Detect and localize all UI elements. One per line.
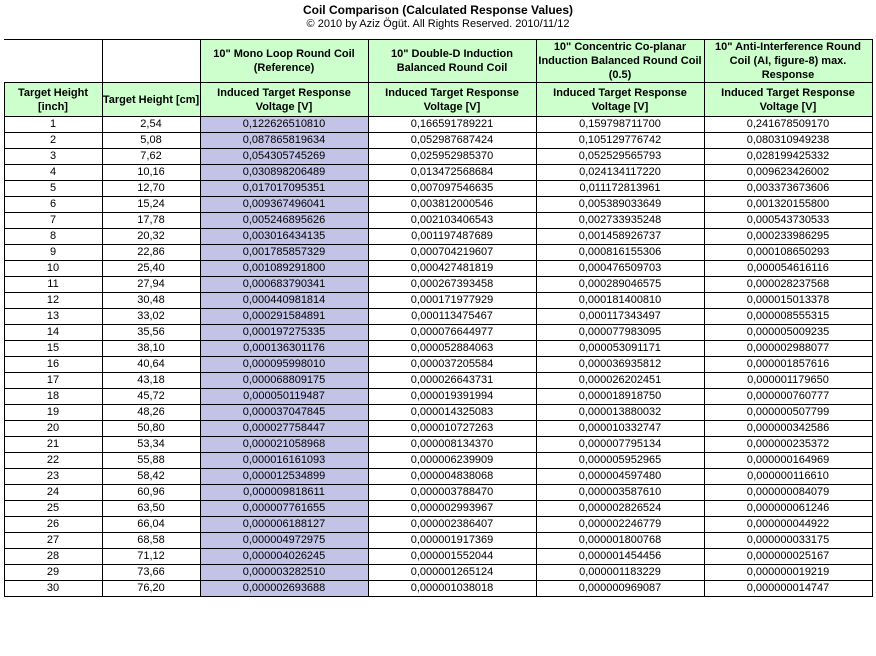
table-row [4, 117, 872, 133]
cell-voltage-concentric: 0,000004597480 [536, 469, 704, 485]
cell-voltage-double-d: 0,000008134370 [368, 437, 536, 453]
cell-voltage-double-d: 0,166591789221 [368, 117, 536, 133]
cell-voltage-anti-interference: 0,000108650293 [704, 245, 872, 261]
cell-target-height-inch: 28 [4, 549, 102, 565]
cell-voltage-concentric: 0,000003587610 [536, 485, 704, 501]
table-row [4, 245, 872, 261]
cell-target-height-cm: 2,54 [102, 117, 200, 133]
cell-voltage-concentric: 0,000001454456 [536, 549, 704, 565]
table-row [4, 309, 872, 325]
cell-target-height-cm: 12,70 [102, 181, 200, 197]
column-header-voltage-mono-loop: Induced Target Response Voltage [V] [200, 83, 368, 117]
cell-voltage-anti-interference: 0,000000342586 [704, 421, 872, 437]
cell-voltage-concentric: 0,000476509703 [536, 261, 704, 277]
cell-target-height-inch: 22 [4, 453, 102, 469]
cell-target-height-cm: 76,20 [102, 581, 200, 597]
column-header-row [4, 83, 872, 117]
cell-target-height-inch: 29 [4, 565, 102, 581]
cell-target-height-cm: 73,66 [102, 565, 200, 581]
cell-target-height-inch: 13 [4, 309, 102, 325]
cell-voltage-anti-interference: 0,000000084079 [704, 485, 872, 501]
table-head [4, 40, 872, 117]
cell-voltage-double-d: 0,052987687424 [368, 133, 536, 149]
cell-target-height-cm: 60,96 [102, 485, 200, 501]
column-header-voltage-concentric: Induced Target Response Voltage [V] [536, 83, 704, 117]
table-row [4, 261, 872, 277]
cell-voltage-double-d: 0,025952985370 [368, 149, 536, 165]
cell-target-height-inch: 4 [4, 165, 102, 181]
cell-voltage-concentric: 0,000000969087 [536, 581, 704, 597]
cell-target-height-cm: 55,88 [102, 453, 200, 469]
cell-voltage-anti-interference: 0,000028237568 [704, 277, 872, 293]
table-row [4, 181, 872, 197]
cell-target-height-cm: 68,58 [102, 533, 200, 549]
cell-voltage-concentric: 0,005389033649 [536, 197, 704, 213]
cell-voltage-concentric: 0,000002826524 [536, 501, 704, 517]
cell-target-height-cm: 15,24 [102, 197, 200, 213]
cell-voltage-concentric: 0,000013880032 [536, 405, 704, 421]
table-row [4, 357, 872, 373]
cell-voltage-double-d: 0,000076644977 [368, 325, 536, 341]
cell-target-height-inch: 19 [4, 405, 102, 421]
cell-target-height-cm: 71,12 [102, 549, 200, 565]
cell-voltage-anti-interference: 0,000000044922 [704, 517, 872, 533]
table-row [4, 421, 872, 437]
cell-voltage-anti-interference: 0,000001179650 [704, 373, 872, 389]
cell-voltage-mono-loop: 0,054305745269 [200, 149, 368, 165]
cell-target-height-inch: 7 [4, 213, 102, 229]
cell-target-height-inch: 23 [4, 469, 102, 485]
cell-voltage-double-d: 0,000001917369 [368, 533, 536, 549]
coil-comparison-table [4, 39, 873, 597]
cell-target-height-cm: 17,78 [102, 213, 200, 229]
copyright-line: © 2010 by Aziz Ögüt. All Rights Reserved. 2010/11/12 [306, 18, 570, 30]
cell-voltage-mono-loop: 0,000021058968 [200, 437, 368, 453]
table-row [4, 517, 872, 533]
cell-voltage-anti-interference: 0,000543730533 [704, 213, 872, 229]
cell-voltage-double-d: 0,002103406543 [368, 213, 536, 229]
cell-target-height-cm: 50,80 [102, 421, 200, 437]
group-header-anti-interference: 10" Anti-Interference Round Coil (AI, figure-8) max. Response [704, 40, 872, 83]
cell-voltage-mono-loop: 0,000016161093 [200, 453, 368, 469]
column-header-voltage-anti-interference: Induced Target Response Voltage [V] [704, 83, 872, 117]
table-row [4, 325, 872, 341]
cell-target-height-inch: 18 [4, 389, 102, 405]
table-row [4, 197, 872, 213]
cell-voltage-anti-interference: 0,000015013378 [704, 293, 872, 309]
cell-target-height-inch: 30 [4, 581, 102, 597]
cell-voltage-concentric: 0,001458926737 [536, 229, 704, 245]
cell-voltage-anti-interference: 0,028199425332 [704, 149, 872, 165]
cell-target-height-cm: 20,32 [102, 229, 200, 245]
cell-voltage-anti-interference: 0,000000061246 [704, 501, 872, 517]
table-row [4, 149, 872, 165]
group-header-mono-loop: 10" Mono Loop Round Coil (Reference) [200, 40, 368, 83]
cell-target-height-cm: 38,10 [102, 341, 200, 357]
cell-voltage-double-d: 0,000001265124 [368, 565, 536, 581]
cell-target-height-cm: 43,18 [102, 373, 200, 389]
cell-voltage-concentric: 0,000053091171 [536, 341, 704, 357]
cell-voltage-anti-interference: 0,000008555315 [704, 309, 872, 325]
cell-target-height-inch: 27 [4, 533, 102, 549]
cell-voltage-anti-interference: 0,000000116610 [704, 469, 872, 485]
cell-voltage-anti-interference: 0,000000235372 [704, 437, 872, 453]
cell-voltage-concentric: 0,000001183229 [536, 565, 704, 581]
cell-voltage-double-d: 0,000052884063 [368, 341, 536, 357]
cell-target-height-cm: 35,56 [102, 325, 200, 341]
cell-voltage-double-d: 0,000113475467 [368, 309, 536, 325]
cell-voltage-mono-loop: 0,000440981814 [200, 293, 368, 309]
cell-target-height-cm: 48,26 [102, 405, 200, 421]
cell-voltage-double-d: 0,000010727263 [368, 421, 536, 437]
cell-voltage-double-d: 0,001197487689 [368, 229, 536, 245]
cell-voltage-concentric: 0,159798711700 [536, 117, 704, 133]
cell-target-height-inch: 6 [4, 197, 102, 213]
cell-target-height-cm: 5,08 [102, 133, 200, 149]
table-row [4, 501, 872, 517]
cell-voltage-double-d: 0,000427481819 [368, 261, 536, 277]
cell-voltage-double-d: 0,000004838068 [368, 469, 536, 485]
table-row [4, 293, 872, 309]
cell-voltage-concentric: 0,052529565793 [536, 149, 704, 165]
cell-voltage-anti-interference: 0,241678509170 [704, 117, 872, 133]
cell-voltage-anti-interference: 0,000000014747 [704, 581, 872, 597]
cell-voltage-concentric: 0,000018918750 [536, 389, 704, 405]
cell-voltage-mono-loop: 0,000002693688 [200, 581, 368, 597]
cell-voltage-anti-interference: 0,000054616116 [704, 261, 872, 277]
cell-voltage-anti-interference: 0,000233986295 [704, 229, 872, 245]
cell-target-height-inch: 26 [4, 517, 102, 533]
cell-target-height-cm: 7,62 [102, 149, 200, 165]
table-row [4, 437, 872, 453]
cell-target-height-inch: 24 [4, 485, 102, 501]
cell-voltage-mono-loop: 0,001089291800 [200, 261, 368, 277]
cell-target-height-inch: 2 [4, 133, 102, 149]
cell-voltage-concentric: 0,000816155306 [536, 245, 704, 261]
cell-target-height-cm: 53,34 [102, 437, 200, 453]
cell-voltage-mono-loop: 0,000291584891 [200, 309, 368, 325]
cell-voltage-mono-loop: 0,000136301176 [200, 341, 368, 357]
cell-voltage-concentric: 0,000002246779 [536, 517, 704, 533]
cell-voltage-anti-interference: 0,000000507799 [704, 405, 872, 421]
table-row [4, 405, 872, 421]
cell-target-height-inch: 1 [4, 117, 102, 133]
cell-voltage-anti-interference: 0,000002988077 [704, 341, 872, 357]
cell-target-height-inch: 14 [4, 325, 102, 341]
cell-voltage-anti-interference: 0,000000019219 [704, 565, 872, 581]
cell-voltage-concentric: 0,000181400810 [536, 293, 704, 309]
table-row [4, 453, 872, 469]
cell-voltage-mono-loop: 0,017017095351 [200, 181, 368, 197]
cell-voltage-anti-interference: 0,000000033175 [704, 533, 872, 549]
cell-voltage-double-d: 0,000006239909 [368, 453, 536, 469]
table-row [4, 165, 872, 181]
table-row [4, 389, 872, 405]
cell-voltage-concentric: 0,002733935248 [536, 213, 704, 229]
group-header-blank-2 [102, 40, 200, 83]
column-header-target-height-cm: Target Height [cm] [102, 83, 200, 117]
table-row [4, 213, 872, 229]
table-row [4, 133, 872, 149]
cell-target-height-cm: 30,48 [102, 293, 200, 309]
cell-voltage-mono-loop: 0,000050119487 [200, 389, 368, 405]
cell-target-height-cm: 27,94 [102, 277, 200, 293]
table-row [4, 581, 872, 597]
cell-voltage-mono-loop: 0,087865819634 [200, 133, 368, 149]
cell-voltage-mono-loop: 0,005246895626 [200, 213, 368, 229]
cell-target-height-inch: 3 [4, 149, 102, 165]
cell-target-height-cm: 33,02 [102, 309, 200, 325]
cell-voltage-mono-loop: 0,000197275335 [200, 325, 368, 341]
cell-voltage-double-d: 0,000002993967 [368, 501, 536, 517]
cell-voltage-anti-interference: 0,000000760777 [704, 389, 872, 405]
cell-voltage-double-d: 0,000037205584 [368, 357, 536, 373]
table-body [4, 117, 872, 597]
table-row [4, 373, 872, 389]
table-row [4, 469, 872, 485]
table-row [4, 549, 872, 565]
table-row [4, 277, 872, 293]
cell-voltage-anti-interference: 0,009623426002 [704, 165, 872, 181]
cell-target-height-cm: 25,40 [102, 261, 200, 277]
cell-voltage-anti-interference: 0,080310949238 [704, 133, 872, 149]
table-row [4, 565, 872, 581]
cell-voltage-mono-loop: 0,000003282510 [200, 565, 368, 581]
cell-voltage-double-d: 0,003812000546 [368, 197, 536, 213]
table-row [4, 229, 872, 245]
cell-voltage-mono-loop: 0,009367496041 [200, 197, 368, 213]
cell-target-height-inch: 8 [4, 229, 102, 245]
cell-voltage-concentric: 0,105129776742 [536, 133, 704, 149]
cell-target-height-cm: 58,42 [102, 469, 200, 485]
cell-target-height-inch: 20 [4, 421, 102, 437]
group-header-row [4, 40, 872, 83]
cell-target-height-inch: 11 [4, 277, 102, 293]
group-header-double-d: 10" Double-D Induction Balanced Round Coil [368, 40, 536, 83]
cell-voltage-mono-loop: 0,003016434135 [200, 229, 368, 245]
cell-target-height-inch: 5 [4, 181, 102, 197]
cell-target-height-cm: 22,86 [102, 245, 200, 261]
page-title: Coil Comparison (Calculated Response Values) [302, 3, 574, 17]
cell-voltage-concentric: 0,011172813961 [536, 181, 704, 197]
cell-target-height-inch: 17 [4, 373, 102, 389]
cell-voltage-mono-loop: 0,001785857329 [200, 245, 368, 261]
cell-voltage-mono-loop: 0,000009818611 [200, 485, 368, 501]
cell-voltage-concentric: 0,000036935812 [536, 357, 704, 373]
cell-voltage-double-d: 0,000019391994 [368, 389, 536, 405]
cell-target-height-inch: 25 [4, 501, 102, 517]
group-header-blank-1 [4, 40, 102, 83]
column-header-voltage-double-d: Induced Target Response Voltage [V] [368, 83, 536, 117]
cell-voltage-mono-loop: 0,122626510810 [200, 117, 368, 133]
cell-voltage-mono-loop: 0,000037047845 [200, 405, 368, 421]
cell-voltage-concentric: 0,000007795134 [536, 437, 704, 453]
cell-target-height-inch: 21 [4, 437, 102, 453]
cell-voltage-anti-interference: 0,000000164969 [704, 453, 872, 469]
cell-voltage-mono-loop: 0,000068809175 [200, 373, 368, 389]
table-row [4, 485, 872, 501]
cell-voltage-anti-interference: 0,001320155800 [704, 197, 872, 213]
cell-target-height-inch: 16 [4, 357, 102, 373]
cell-voltage-concentric: 0,024134117220 [536, 165, 704, 181]
cell-voltage-mono-loop: 0,000004972975 [200, 533, 368, 549]
cell-voltage-anti-interference: 0,003373673606 [704, 181, 872, 197]
cell-target-height-inch: 10 [4, 261, 102, 277]
cell-voltage-double-d: 0,007097546635 [368, 181, 536, 197]
cell-target-height-inch: 15 [4, 341, 102, 357]
cell-voltage-mono-loop: 0,000007761655 [200, 501, 368, 517]
cell-voltage-mono-loop: 0,000006188127 [200, 517, 368, 533]
cell-target-height-inch: 9 [4, 245, 102, 261]
cell-voltage-concentric: 0,000026202451 [536, 373, 704, 389]
cell-voltage-mono-loop: 0,000095998010 [200, 357, 368, 373]
cell-target-height-cm: 63,50 [102, 501, 200, 517]
cell-target-height-inch: 12 [4, 293, 102, 309]
cell-voltage-double-d: 0,000171977929 [368, 293, 536, 309]
table-row [4, 533, 872, 549]
cell-voltage-double-d: 0,000003788470 [368, 485, 536, 501]
cell-voltage-mono-loop: 0,000004026245 [200, 549, 368, 565]
cell-voltage-double-d: 0,000002386407 [368, 517, 536, 533]
cell-voltage-mono-loop: 0,030898206489 [200, 165, 368, 181]
group-header-concentric: 10" Concentric Co-planar Induction Balanced Round Coil (0.5) [536, 40, 704, 83]
cell-voltage-anti-interference: 0,000001857616 [704, 357, 872, 373]
column-header-target-height-inch: Target Height [inch] [4, 83, 102, 117]
cell-voltage-double-d: 0,000026643731 [368, 373, 536, 389]
title-block [0, 0, 876, 31]
table-row [4, 341, 872, 357]
cell-voltage-double-d: 0,000014325083 [368, 405, 536, 421]
cell-voltage-double-d: 0,000704219607 [368, 245, 536, 261]
cell-voltage-double-d: 0,000267393458 [368, 277, 536, 293]
cell-target-height-cm: 40,64 [102, 357, 200, 373]
cell-voltage-concentric: 0,000010332747 [536, 421, 704, 437]
cell-voltage-mono-loop: 0,000683790341 [200, 277, 368, 293]
cell-voltage-double-d: 0,000001552044 [368, 549, 536, 565]
cell-voltage-concentric: 0,000117343497 [536, 309, 704, 325]
cell-voltage-double-d: 0,013472568684 [368, 165, 536, 181]
cell-voltage-anti-interference: 0,000005009235 [704, 325, 872, 341]
cell-target-height-cm: 66,04 [102, 517, 200, 533]
cell-voltage-concentric: 0,000001800768 [536, 533, 704, 549]
cell-target-height-cm: 10,16 [102, 165, 200, 181]
cell-voltage-concentric: 0,000005952965 [536, 453, 704, 469]
cell-voltage-mono-loop: 0,000012534899 [200, 469, 368, 485]
cell-voltage-concentric: 0,000077983095 [536, 325, 704, 341]
cell-voltage-double-d: 0,000001038018 [368, 581, 536, 597]
cell-voltage-concentric: 0,000289046575 [536, 277, 704, 293]
cell-voltage-mono-loop: 0,000027758447 [200, 421, 368, 437]
cell-voltage-anti-interference: 0,000000025167 [704, 549, 872, 565]
cell-target-height-cm: 45,72 [102, 389, 200, 405]
